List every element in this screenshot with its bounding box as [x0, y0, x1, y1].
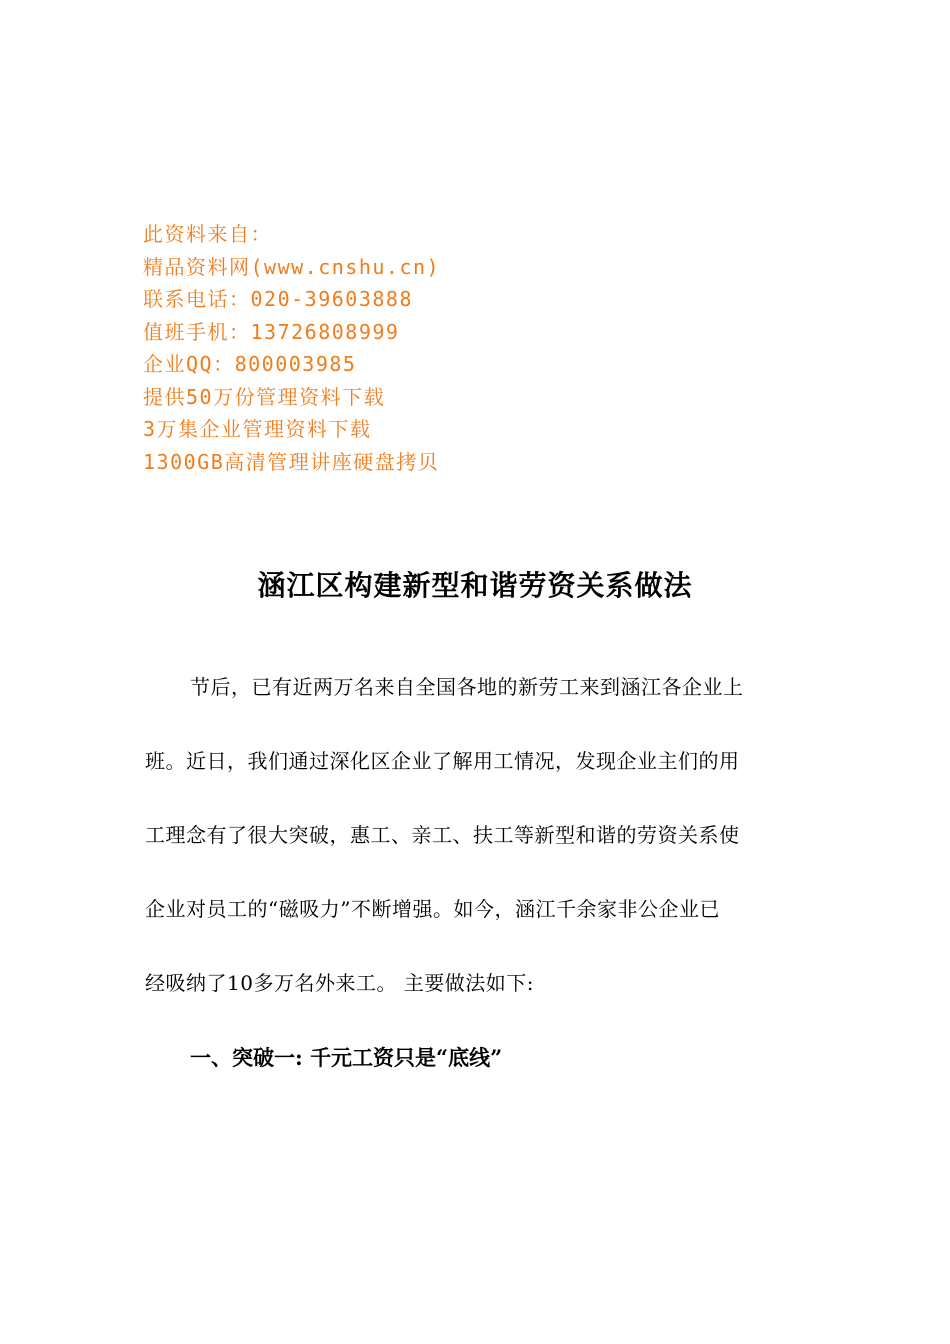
body-paragraph [145, 650, 805, 1020]
body-line: 工理念有了很大突破，惠工、亲工、扶工等新型和谐的劳资关系使 [145, 823, 740, 847]
source-info-block [143, 218, 743, 478]
body-line: 经吸纳了10多万名外来工。 主要做法如下: [145, 971, 535, 995]
body-line: 节后，已有近两万名来自全国各地的新劳工来到涵江各企业上 [190, 675, 744, 699]
document-title: 涵江区构建新型和谐劳资关系做法 [257, 569, 693, 602]
source-info-line: 1300GB高清管理讲座硬盘拷贝 [143, 449, 440, 474]
body-line: 班。近日，我们通过深化区企业了解用工情况，发现企业主们的用 [145, 749, 740, 773]
source-info-line: 3万集企业管理资料下载 [143, 417, 372, 441]
source-info-website: 精品资料网(www.cnshu.cn) [143, 254, 441, 279]
section-heading: 一、突破一: 千元工资只是“底线” [190, 1045, 503, 1070]
source-info-line: 此资料来自： [143, 222, 272, 246]
source-info-mobile: 值班手机：13726808999 [143, 319, 400, 344]
source-info-qq: 企业QQ：800003985 [143, 352, 357, 376]
source-info-phone: 联系电话：020-39603888 [143, 287, 413, 311]
body-line: 企业对员工的“磁吸力”不断增强。如今，涵江千余家非公企业已 [145, 897, 720, 921]
source-info-line: 提供50万份管理资料下载 [143, 384, 386, 409]
